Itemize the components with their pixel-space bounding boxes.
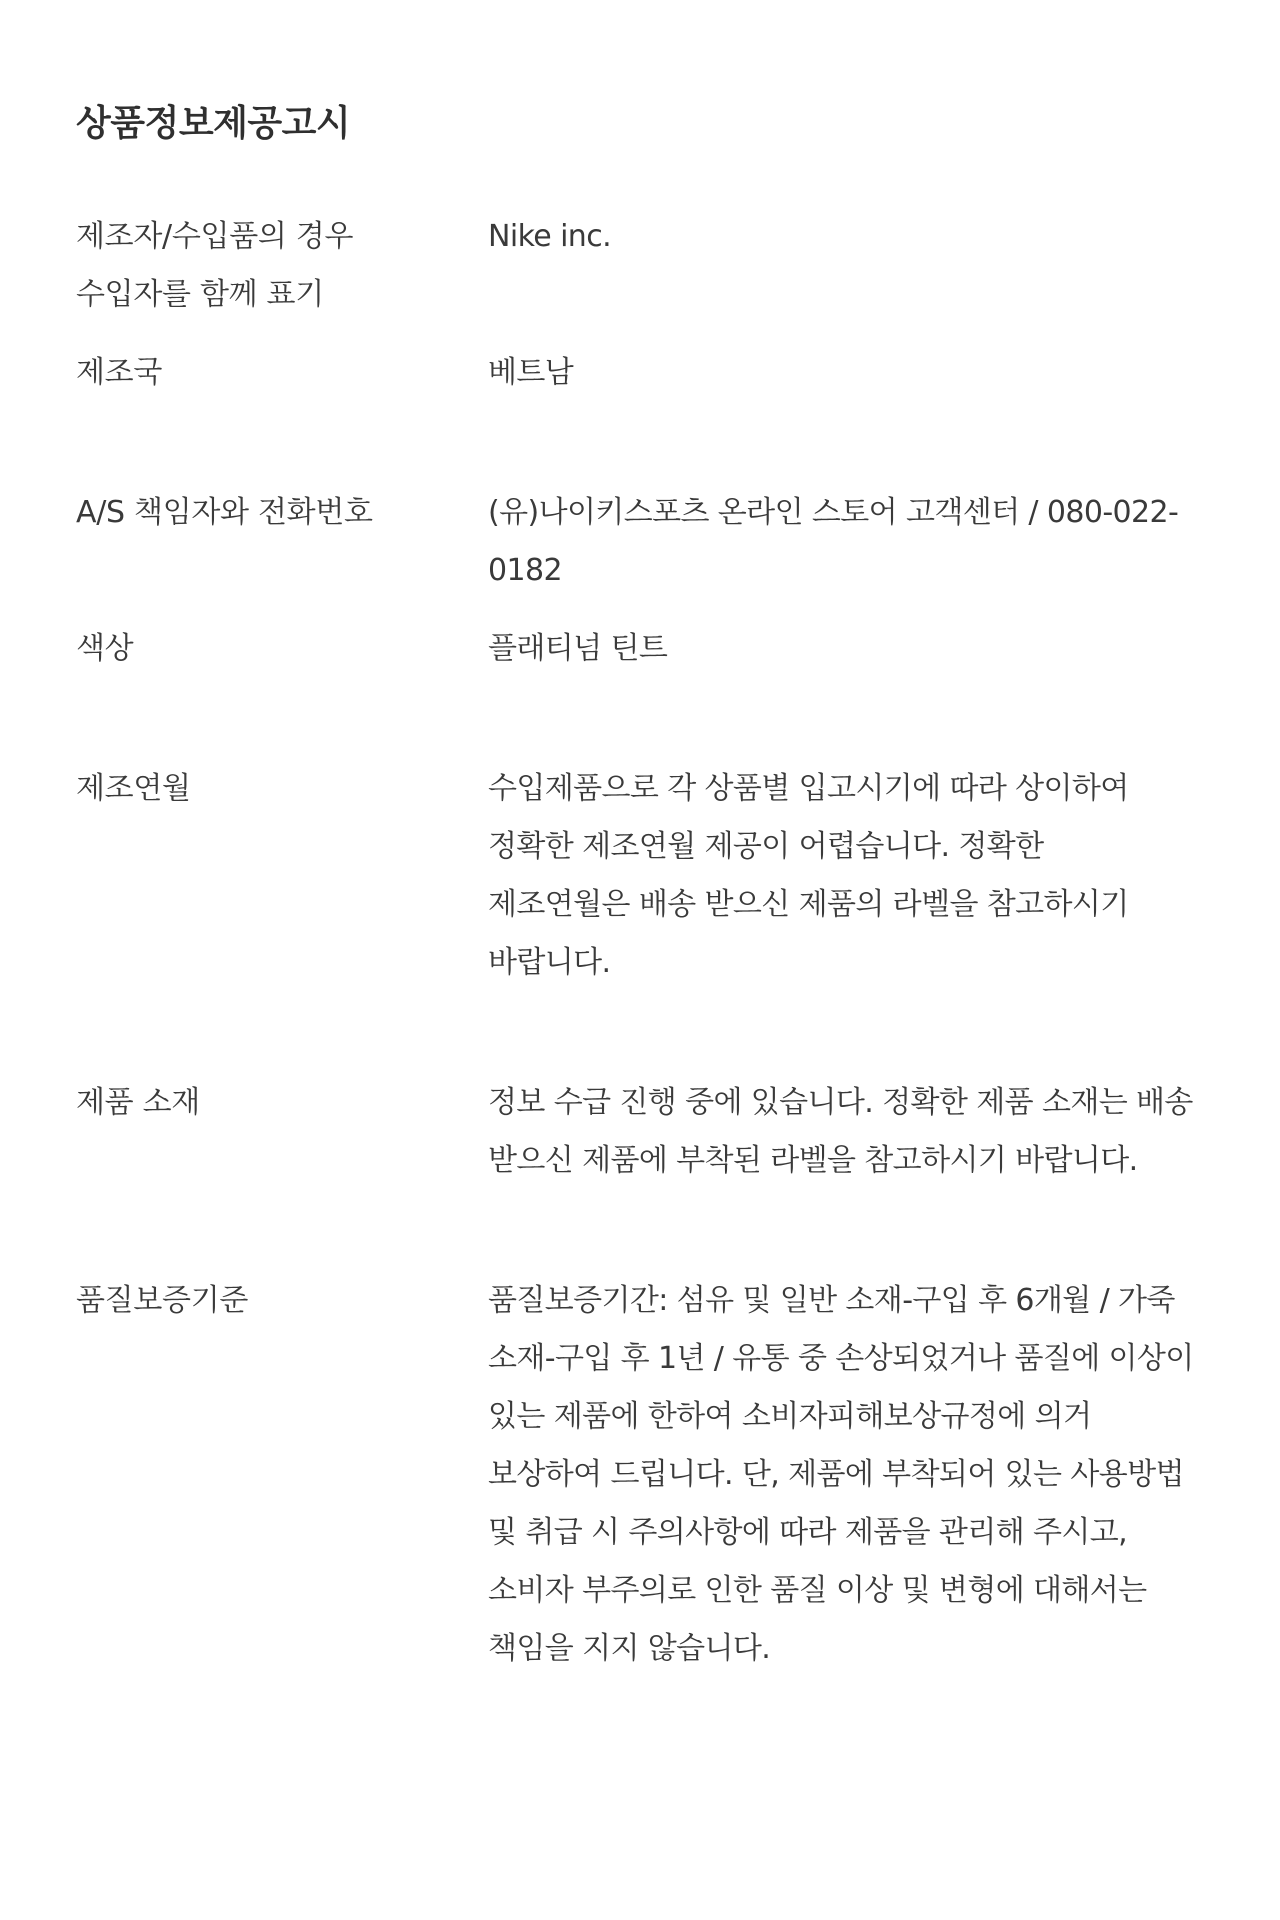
info-label-color: 색상 [76, 631, 134, 666]
info-value-color: 플래티넘 틴트 [488, 631, 668, 666]
info-value-as-contact: (유)나이키스포츠 온라인 스토어 고객센터 / 080-022- 0182 [488, 495, 1179, 588]
info-row-country [76, 344, 1204, 402]
info-value-material: 정보 수급 진행 중에 있습니다. 정확한 제품 소재는 배송 받으신 제품에 부착된 라벨을 참고하시기 바랍니다. [488, 1085, 1193, 1178]
info-row-quality-warranty [76, 1272, 1204, 1678]
info-label-as-contact: A/S 책임자와 전화번호 [76, 495, 373, 530]
info-label-quality-warranty: 품질보증기준 [76, 1283, 249, 1318]
product-info-list [76, 208, 1204, 1678]
info-value-manufacturer: Nike inc. [488, 219, 612, 254]
info-row-manufacturer [76, 208, 1204, 324]
info-row-color [76, 620, 1204, 678]
info-value-country: 베트남 [488, 355, 574, 390]
info-label-country: 제조국 [76, 355, 163, 390]
info-label-material: 제품 소재 [76, 1085, 200, 1120]
info-label-manufacturer: 제조자/수입품의 경우 수입자를 함께 표기 [76, 219, 354, 312]
info-row-manufacture-date [76, 760, 1204, 992]
info-row-material [76, 1074, 1204, 1190]
info-value-manufacture-date: 수입제품으로 각 상품별 입고시기에 따라 상이하여 정확한 제조연월 제공이 어렵습니다. 정확한 제조연월은 배송 받으신 제품의 라벨을 참고하시기 바랍니다. [488, 771, 1129, 980]
info-row-as-contact [76, 484, 1204, 600]
section-title: 상품정보제공고시 [76, 103, 351, 144]
info-value-quality-warranty: 품질보증기간: 섬유 및 일반 소재-구입 후 6개월 / 가죽 소재-구입 후 1년 / 유통 중 손상되었거나 품질에 이상이 있는 제품에 한하여 소비자피해보상규정에 의거 보상하여 드립니다. 단, 제품에 부착되어 있는 사용방법 및 취급 시 주의사항에 따라 제품을 관리해 주시고, 소비자 부주의로 인한 품질 이상 및 변형에 대해서는 책임을 지지 않습니다. [488, 1283, 1194, 1666]
info-label-manufacture-date: 제조연월 [76, 771, 191, 806]
